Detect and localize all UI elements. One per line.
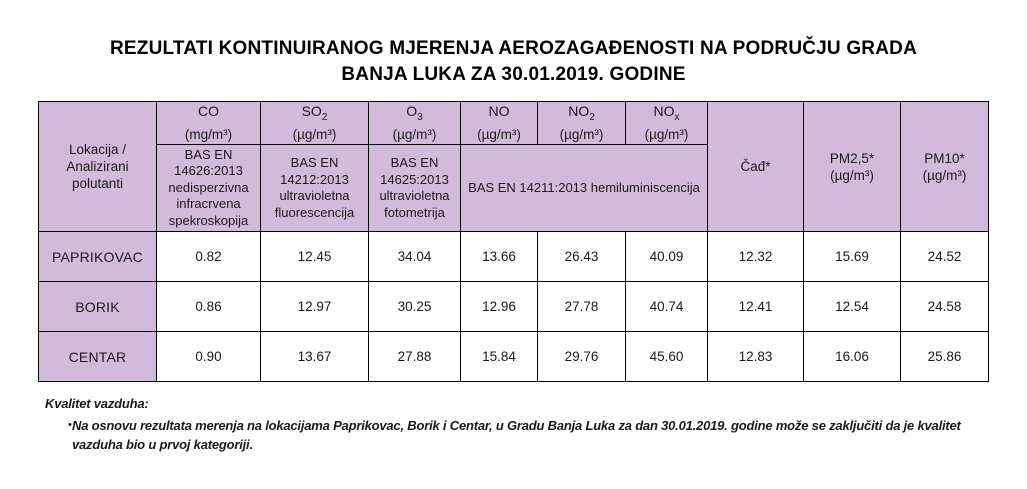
value-cell-co: 0.82 [157,232,261,282]
column-label: PM10* [924,150,965,166]
column-header-nox [626,102,708,145]
column-header-so2 [261,102,369,145]
value-cell-co: 0.90 [157,332,261,382]
value-cell-so2: 13.67 [261,332,369,382]
value-cell-pm25: 16.06 [804,332,901,382]
method-cell-nox-group: BAS EN 14211:2013 hemiluminiscencija [461,144,708,232]
value-cell-cadj: 12.83 [708,332,804,382]
page-title-line-2: BANJA LUKA ZA 30.01.2019. GODINE [341,64,686,85]
value-cell-co: 0.86 [157,282,261,332]
pollutant-formula: $SO_2$ [301,103,328,123]
column-header-no2 [538,102,626,145]
report-page [0,36,1027,489]
method-cell-co: BAS EN 14626:2013 nedisperzivna infracrvena spekroskopija [157,144,261,232]
pollutant-unit: (mg/m³) [184,126,233,142]
pollutant-formula: $O_3$ [406,103,423,123]
value-cell-nox: 40.09 [626,232,708,282]
method-cell-o3: BAS EN 14625:2013 ultravioletna fotometrija [369,144,461,232]
pollutant-unit: (µg/m³) [392,126,437,142]
value-cell-cadj: 12.32 [708,232,804,282]
footer-heading: Kvalitet vazduha: [45,396,149,412]
bullet-text: Na osnovu rezultata merenja na lokacijama Paprikovac, Borik i Centar, u Gradu Banja Luka za dan 30.01.2019. godine može se zaključiti da je kvalitet vazduha bio u prvoj kategoriji. [72,418,961,453]
page-title [40,36,987,88]
pollutant-formula: $NO_x$ [653,103,680,123]
location-cell: CENTAR [39,332,157,382]
value-cell-pm25: 12.54 [804,282,901,332]
column-header-pm25 [804,102,901,232]
value-cell-no: 13.66 [461,232,538,282]
value-cell-so2: 12.45 [261,232,369,282]
value-cell-pm10: 24.58 [901,282,989,332]
column-label: Čađ* [740,159,771,175]
pollutant-formula: CO [198,103,219,119]
air-quality-note [45,395,1027,454]
value-cell-o3: 34.04 [369,232,461,282]
value-cell-pm10: 25.86 [901,332,989,382]
table-row-borik [39,282,989,332]
value-cell-no2: 29.76 [538,332,626,382]
value-cell-nox: 40.74 [626,282,708,332]
method-cell-so2: BAS EN 14212:2013 ultravioletna fluorescencija [261,144,369,232]
value-cell-nox: 45.60 [626,332,708,382]
column-header-pm10 [901,102,989,232]
column-header-location: Lokacija / Analizirani polutanti [39,102,157,232]
column-unit: (µg/m³) [922,167,967,183]
pollutant-formula: NO [488,103,510,119]
value-cell-no2: 27.78 [538,282,626,332]
column-header-cadj [708,102,804,232]
pollutant-unit: (µg/m³) [292,126,337,142]
value-cell-so2: 12.97 [261,282,369,332]
column-header-co [157,102,261,145]
location-cell: BORIK [39,282,157,332]
column-unit: (µg/m³) [830,167,874,183]
bullet-marker: • [68,419,72,432]
column-header-no [461,102,538,145]
value-cell-no2: 26.43 [538,232,626,282]
value-cell-o3: 27.88 [369,332,461,382]
column-label: PM2,5* [829,150,875,166]
value-cell-o3: 30.25 [369,282,461,332]
table-row-centar [39,332,989,382]
value-cell-pm10: 24.52 [901,232,989,282]
value-cell-no: 12.96 [461,282,538,332]
value-cell-no: 15.84 [461,332,538,382]
list-item [45,416,975,454]
value-cell-cadj: 12.41 [708,282,804,332]
pollutant-unit: (µg/m³) [477,126,521,142]
table-row-paprikovac [39,232,989,282]
pollutant-unit: (µg/m³) [559,126,604,142]
location-cell: PAPRIKOVAC [39,232,157,282]
page-title-line-1: REZULTATI KONTINUIRANOG MJERENJA AEROZAGAĐENOSTI NA PODRUČJU GRADA [110,38,917,59]
measurements-table [38,101,989,382]
value-cell-pm25: 15.69 [804,232,901,282]
pollutant-unit: (µg/m³) [644,126,689,142]
pollutant-formula: $NO_2$ [568,103,595,123]
column-header-o3 [369,102,461,145]
